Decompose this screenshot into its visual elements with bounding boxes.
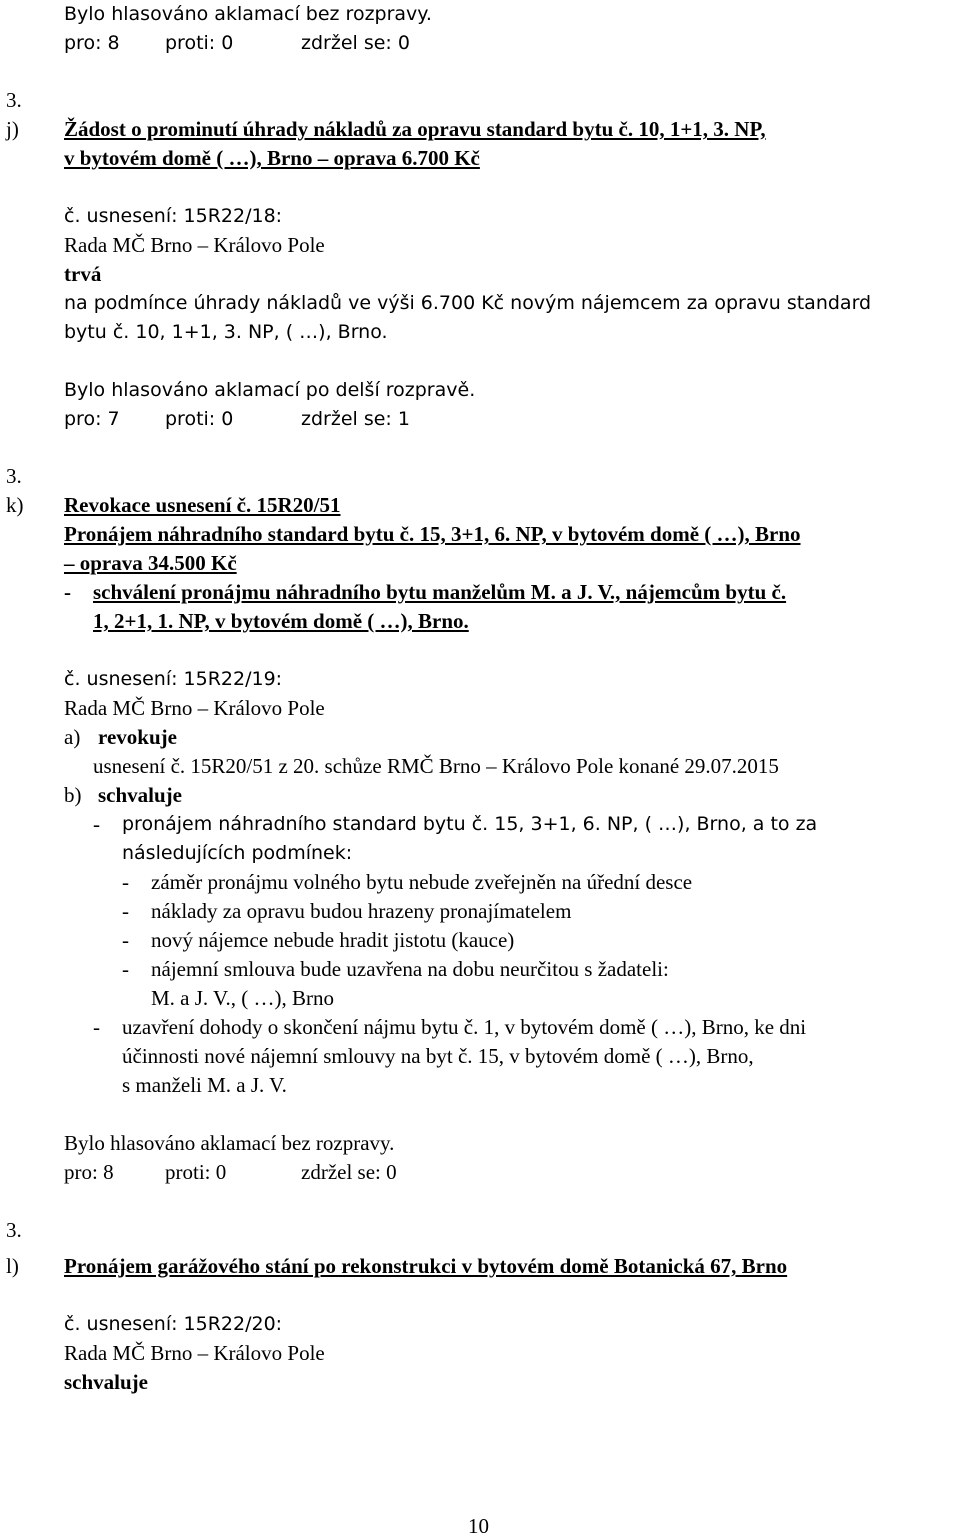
item-letter: k) xyxy=(6,493,24,517)
clause-c-text: uzavření dohody o skončení nájmu bytu č. 1, v bytovém domě ( …), Brno, ke dni xyxy=(122,1015,807,1039)
list-dash: - xyxy=(122,957,129,981)
resolution-text-cont: bytu č. 10, 1+1, 3. NP, ( …), Brno. xyxy=(64,321,388,343)
item-title-cont: – oprava 34.500 Kč xyxy=(64,551,237,575)
item-title-cont: v bytovém domě ( …), Brno – oprava 6.700 Kč xyxy=(64,146,480,170)
vote-pro: pro: 7 xyxy=(64,408,120,430)
vote-proti: proti: 0 xyxy=(165,32,234,54)
resolution-number: č. usnesení: 15R22/18: xyxy=(64,205,283,227)
clause-label-a: a) xyxy=(64,725,81,749)
vote-result: Bylo hlasováno aklamací bez rozpravy. xyxy=(64,3,432,25)
section-number: 3. xyxy=(6,1218,22,1242)
clause-verb-schvaluje: schvaluje xyxy=(98,783,182,807)
condition-item: náklady za opravu budou hrazeny pronajímatelem xyxy=(151,899,572,923)
item-title: Pronájem garážového stání po rekonstrukci v bytovém domě Botanická 67, Brno xyxy=(64,1254,788,1278)
item-title-cont: 1, 2+1, 1. NP, v bytovém domě ( …), Brno. xyxy=(93,609,469,633)
vote-pro: pro: 8 xyxy=(64,32,120,54)
clause-c-text-cont: s manželi M. a J. V. xyxy=(122,1073,287,1097)
condition-item-cont: M. a J. V., ( …), Brno xyxy=(151,986,334,1010)
list-dash: - xyxy=(93,812,100,836)
item-title-cont: Pronájem náhradního standard bytu č. 15, 3+1, 6. NP, v bytovém domě ( …), Brno xyxy=(64,522,801,546)
item-title: Žádost o prominutí úhrady nákladů za opravu standard bytu č. 10, 1+1, 3. NP, xyxy=(64,117,766,141)
clause-c-text-cont: účinnosti nové nájemní smlouvy na byt č. 15, v bytovém domě ( …), Brno, xyxy=(122,1044,754,1068)
vote-result: Bylo hlasováno aklamací bez rozpravy. xyxy=(64,1131,395,1155)
condition-item: nový nájemce nebude hradit jistotu (kauce) xyxy=(151,928,515,952)
resolution-verb: schvaluje xyxy=(64,1370,148,1394)
clause-b-text-cont: následujících podmínek: xyxy=(122,842,353,864)
resolution-number: č. usnesení: 15R22/19: xyxy=(64,668,283,690)
vote-zdrzel: zdržel se: 0 xyxy=(301,32,410,54)
vote-proti: proti: 0 xyxy=(165,408,234,430)
list-dash: - xyxy=(122,928,129,952)
list-dash: - xyxy=(122,870,129,894)
vote-result: Bylo hlasováno aklamací po delší rozpravě. xyxy=(64,379,476,401)
clause-b-text: pronájem náhradního standard bytu č. 15, 3+1, 6. NP, ( …), Brno, a to za xyxy=(122,813,818,835)
council-name: Rada MČ Brno – Královo Pole xyxy=(64,233,325,257)
vote-pro: pro: 8 xyxy=(64,1160,114,1184)
resolution-verb: trvá xyxy=(64,262,102,286)
page-number: 10 xyxy=(468,1514,489,1538)
clause-label-b: b) xyxy=(64,783,82,807)
vote-zdrzel: zdržel se: 1 xyxy=(301,408,410,430)
section-number: 3. xyxy=(6,88,22,112)
item-letter: j) xyxy=(6,117,19,141)
item-title: Revokace usnesení č. 15R20/51 xyxy=(64,493,341,517)
resolution-text: na podmínce úhrady nákladů ve výši 6.700 Kč novým nájemcem za opravu standard xyxy=(64,292,872,314)
council-name: Rada MČ Brno – Královo Pole xyxy=(64,696,325,720)
vote-zdrzel: zdržel se: 0 xyxy=(301,1160,397,1184)
section-number: 3. xyxy=(6,464,22,488)
list-dash: - xyxy=(122,899,129,923)
item-title-cont: schválení pronájmu náhradního bytu manželům M. a J. V., nájemcům bytu č. xyxy=(93,580,787,604)
condition-item: záměr pronájmu volného bytu nebude zveřejněn na úřední desce xyxy=(151,870,693,894)
council-name: Rada MČ Brno – Královo Pole xyxy=(64,1341,325,1365)
item-title-dash: - xyxy=(64,580,71,604)
clause-a-text: usnesení č. 15R20/51 z 20. schůze RMČ Brno – Královo Pole konané 29.07.2015 xyxy=(93,754,779,778)
vote-proti: proti: 0 xyxy=(165,1160,227,1184)
list-dash: - xyxy=(93,1015,100,1039)
item-letter: l) xyxy=(6,1254,19,1278)
clause-verb-revokuje: revokuje xyxy=(98,725,177,749)
condition-item: nájemní smlouva bude uzavřena na dobu neurčitou s žadateli: xyxy=(151,957,669,981)
resolution-number: č. usnesení: 15R22/20: xyxy=(64,1313,283,1335)
